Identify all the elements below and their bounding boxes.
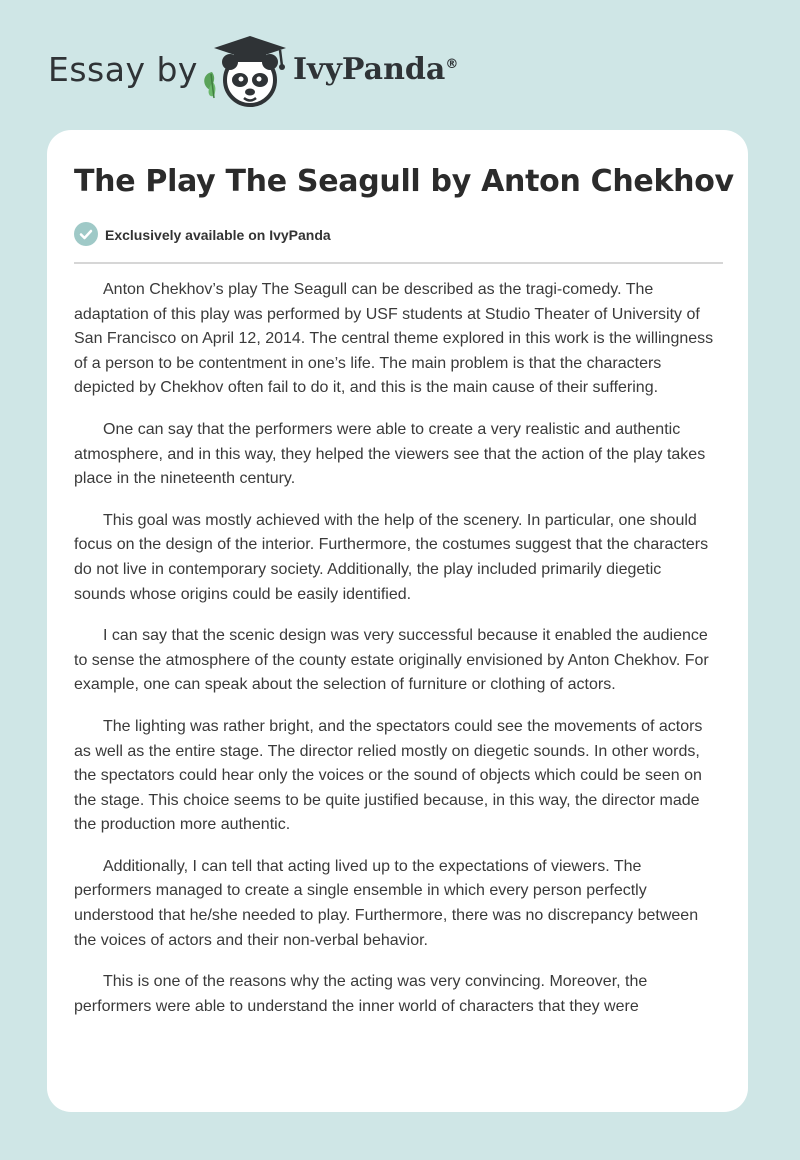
essay-by-label: Essay by	[48, 50, 198, 89]
brand-name	[293, 52, 458, 87]
panda-logo-icon	[200, 30, 292, 110]
page-title: The Play The Seagull by Anton Chekhov	[74, 164, 734, 199]
paragraph: Additionally, I can tell that acting lived up to the expectations of viewers. The performers managed to create a single ensemble in which every person perfectly understood that he/she needed to play. Furthermore, there was no discrepancy between the voices of actors and their non-verbal behavior.	[74, 857, 699, 949]
paragraph: This is one of the reasons why the acting was very convincing. Moreover, the performers were able to understand the inner world of characters that they were	[74, 973, 648, 1015]
exclusive-badge	[74, 222, 474, 248]
ivypanda-logo[interactable]	[200, 30, 460, 110]
paragraph: The lighting was rather bright, and the spectators could see the movements of actors as well as the entire stage. The director relied mostly on diegetic sounds. In other words, the spectators could hear only the voices or the sound of objects which could be seen on the stage. This choice seems to be quite justified because, in this way, the director made the production more authentic.	[74, 717, 703, 834]
registered-mark: ®	[445, 57, 459, 72]
paragraph: I can say that the scenic design was very successful because it enabled the audience to sense the atmosphere of the county estate originally envisioned by Anton Chekhov. For example, one can speak about the selection of furniture or clothing of actors.	[74, 627, 709, 694]
essay-body	[74, 278, 714, 1036]
title-divider	[74, 262, 723, 264]
paragraph: Anton Chekhov’s play The Seagull can be described as the tragi-comedy. The adaptation of this play was performed by USF students at Studio Theater of University of San Francisco on April 12, 2014. The central theme explored in this work is the willingness of a person to be contentment in one’s life. The main problem is that the characters depicted by Chekhov often fail to do it, and this is the main cause of their suffering.	[74, 281, 714, 397]
exclusive-label: Exclusively available on IvyPanda	[105, 227, 331, 243]
paragraph: This goal was mostly achieved with the help of the scenery. In particular, one should focus on the design of the interior. Furthermore, the costumes suggest that the characters do not live in contemporary society. Additionally, the play included primarily diegetic sounds whose origins could be easily identified.	[74, 511, 709, 603]
essay-card	[47, 130, 748, 1112]
leaf-icon	[204, 72, 215, 98]
brand-label: IvyPanda	[293, 52, 446, 87]
checkmark-icon	[74, 222, 98, 246]
paragraph: One can say that the performers were able to create a very realistic and authentic atmosphere, and in this way, they helped the viewers see that the action of the play takes place in the nineteenth century.	[74, 420, 706, 488]
site-header	[0, 0, 800, 130]
